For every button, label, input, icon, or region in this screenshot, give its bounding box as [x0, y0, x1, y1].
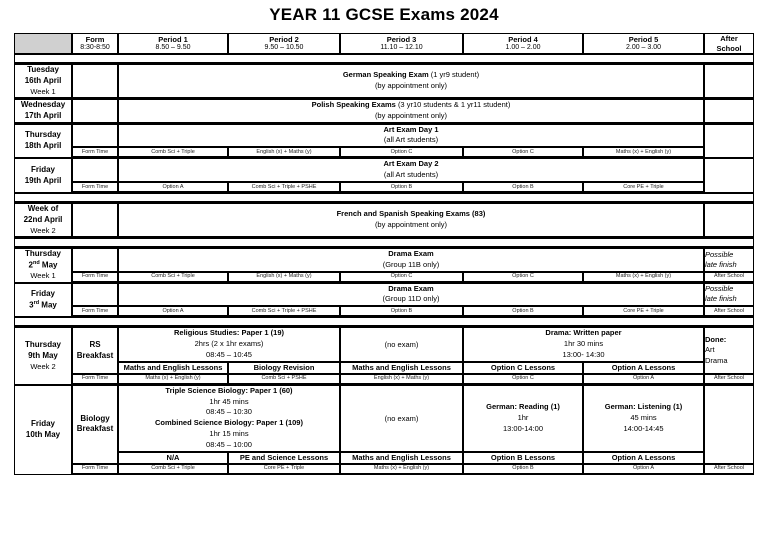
lesson-label-period-5: Option A Lessons — [583, 452, 704, 464]
lesson-subrow-thursday-2-may — [14, 272, 754, 283]
subrow-form-time: Form Time — [72, 272, 118, 283]
form-cell-wednesday-17-april — [72, 99, 118, 124]
exam-cell-art-day-2 — [118, 158, 704, 182]
exam-time-line-triple: 08:45 – 10:30 — [206, 407, 252, 417]
subrow-period-1: Comb Sci + Triple — [118, 464, 228, 475]
subrow-form-time: Form Time — [72, 182, 118, 193]
subrow-after-school: After School — [704, 306, 754, 317]
table-row-thursday-9-may — [14, 326, 754, 362]
table-row-week-22-april — [14, 202, 754, 238]
table-row-wednesday-17-april — [14, 99, 754, 124]
exam-cell-biology-papers — [118, 385, 340, 452]
form-cell-thursday-18-april — [72, 124, 118, 148]
table-row-tuesday-16-april — [14, 63, 754, 99]
subrow-period-5: Option A — [583, 374, 704, 385]
table-row-friday-19-april — [14, 158, 754, 182]
subrow-period-5: Core PE + Triple — [583, 182, 704, 193]
exam-note-line: (Group 11B only) — [382, 259, 440, 269]
exam-cell-polish-speaking — [118, 99, 704, 124]
subrow-period-3: Option C — [340, 272, 463, 283]
after-school-cell-tuesday-16-april — [704, 63, 754, 99]
table-row-thursday-2-may — [14, 247, 754, 272]
after-school-cell-thursday-18-april — [704, 124, 754, 159]
exam-note-line: (by appointment only) — [374, 81, 448, 90]
header-col-period-3: Period 3 11.10 – 12.10 — [340, 33, 463, 54]
lesson-label-period-4: Option B Lessons — [463, 452, 583, 464]
exam-cell-no-exam-period-3: (no exam) — [340, 385, 463, 452]
exam-duration-line-combined: 1hr 15 mins — [209, 429, 249, 439]
after-school-cell-friday-10-may — [704, 385, 754, 464]
done-subjects-cell: Done: Art Drama — [704, 326, 754, 373]
after-school-cell-week-22-april — [704, 202, 754, 238]
exam-title-line: Art Exam Day 2 — [383, 159, 439, 169]
lesson-label-period-3: Maths and English Lessons — [340, 452, 463, 464]
exam-cell-drama-11b — [118, 247, 704, 272]
lesson-subrow-friday-19-april — [14, 182, 754, 193]
lesson-label-period-5: Option A Lessons — [583, 362, 704, 374]
subrow-period-1: Comb Sci + Triple — [118, 147, 228, 158]
table-header-row — [14, 33, 754, 54]
day-label-wednesday-17-april: Wednesday 17th April — [14, 99, 72, 124]
exam-time-line-combined: 08:45 – 10:00 — [206, 440, 252, 450]
exam-time-line: 13:00-14:00 — [502, 423, 544, 433]
lesson-subrow-friday-3-may — [14, 306, 754, 317]
table-row-thursday-18-april — [14, 124, 754, 148]
subrow-period-5: Core PE + Triple — [583, 306, 704, 317]
exam-duration-line-triple: 1hr 45 mins — [209, 396, 249, 406]
exam-note-line: (by appointment only) — [374, 219, 448, 229]
exam-cell-german-reading — [463, 385, 583, 452]
subrow-period-1: Option A — [118, 182, 228, 193]
subrow-period-2: Comb Sci + PSHE — [228, 374, 340, 385]
exam-note-line: (all Art students) — [383, 135, 439, 145]
subrow-period-4: Option C — [463, 147, 583, 158]
subrow-period-5: Maths (x) + English (y) — [583, 272, 704, 283]
exam-time-line: 13:00- 14:30 — [562, 350, 605, 360]
exam-title-line: German: Listening (1) — [604, 402, 683, 412]
page-title: YEAR 11 GCSE Exams 2024 — [269, 5, 499, 24]
breakfast-cell-biology: Biology Breakfast — [72, 385, 118, 464]
header-col-form: Form 8:30-8:50 — [72, 33, 118, 54]
lesson-subrow-friday-10-may — [14, 464, 754, 475]
exam-title-line: Religious Studies: Paper 1 (19) — [173, 328, 285, 338]
exam-duration-line: 1hr — [517, 412, 529, 422]
subrow-form-time: Form Time — [72, 147, 118, 158]
day-label-week-22-april: Week of 22nd April Week 2 — [14, 202, 72, 238]
form-cell-friday-19-april — [72, 158, 118, 182]
exam-title-line: German: Reading (1) — [486, 402, 560, 412]
day-label-friday-10-may: Friday 10th May — [14, 385, 72, 475]
table-row-friday-3-may — [14, 283, 754, 307]
subrow-period-1: Comb Sci + Triple — [118, 272, 228, 283]
breakfast-cell-rs: RS Breakfast — [72, 326, 118, 373]
day-label-tuesday-16-april: Tuesday 16th April Week 1 — [14, 63, 72, 99]
subrow-period-4: Option B — [463, 464, 583, 475]
lesson-label-row-friday-10-may — [14, 452, 754, 464]
subrow-period-3: Option C — [340, 147, 463, 158]
subrow-after-school: After School — [704, 272, 754, 283]
exam-duration-line: 45 mins — [630, 412, 657, 422]
lesson-label-row-thursday-9-may — [14, 362, 754, 374]
late-finish-note-thursday-2-may: Possible late finish — [704, 247, 754, 272]
subrow-form-time: Form Time — [72, 306, 118, 317]
exam-title-line: German Speaking Exam (1 yr9 student) — [342, 70, 480, 80]
form-cell-tuesday-16-april — [72, 63, 118, 99]
exam-timetable — [14, 33, 754, 474]
form-cell-week-22-april — [72, 202, 118, 238]
exam-title-line: Drama Exam — [388, 248, 434, 258]
exam-time-line: 08:45 – 10:45 — [206, 350, 252, 360]
form-cell-friday-3-may — [72, 283, 118, 307]
subrow-period-3: English (x) + Maths (y) — [340, 374, 463, 385]
subrow-period-2: Comb Sci + Triple + PSHE — [228, 182, 340, 193]
day-label-friday-19-april: Friday 19th April — [14, 158, 72, 193]
lesson-label-period-1: Maths and English Lessons — [118, 362, 228, 374]
exam-title-line: Polish Speaking Exams (3 yr10 students & 1 yr11 student) — [311, 99, 511, 109]
subrow-period-5: Option A — [583, 464, 704, 475]
header-col-after-school: After School — [704, 33, 754, 54]
lesson-subrow-thursday-18-april — [14, 147, 754, 158]
exam-title-line: French and Spanish Speaking Exams (83) — [336, 209, 486, 219]
exam-cell-art-day-1 — [118, 124, 704, 148]
row-spacer — [14, 54, 754, 63]
day-label-friday-3-may: Friday 3rd May — [14, 283, 72, 318]
exam-cell-religious-studies — [118, 326, 340, 362]
header-col-period-4: Period 4 1.00 – 2.00 — [463, 33, 583, 54]
subrow-period-4: Option B — [463, 182, 583, 193]
row-spacer — [14, 193, 754, 202]
header-col-period-2: Period 2 9.50 – 10.50 — [228, 33, 340, 54]
exam-title-line: Drama: Written paper — [545, 328, 622, 338]
lesson-label-period-1: N/A — [118, 452, 228, 464]
exam-time-line: 14:00-14:45 — [623, 423, 664, 433]
lesson-subrow-thursday-9-may — [14, 374, 754, 385]
subrow-period-4: Option B — [463, 306, 583, 317]
exam-cell-drama-written — [463, 326, 704, 362]
lesson-label-period-2: Biology Revision — [228, 362, 340, 374]
subrow-period-2: Core PE + Triple — [228, 464, 340, 475]
day-label-thursday-2-may: Thursday 2nd May Week 1 — [14, 247, 72, 283]
subrow-period-2: English (x) + Maths (y) — [228, 272, 340, 283]
after-school-cell-wednesday-17-april — [704, 99, 754, 124]
subrow-period-4: Option C — [463, 374, 583, 385]
subrow-period-1: Option A — [118, 306, 228, 317]
subrow-period-5: Maths (x) + English (y) — [583, 147, 704, 158]
exam-title-line-combined: Combined Science Biology: Paper 1 (109) — [155, 418, 303, 428]
exam-title-line: Art Exam Day 1 — [383, 124, 439, 134]
lesson-label-period-3: Maths and English Lessons — [340, 362, 463, 374]
subrow-after-school: After School — [704, 464, 754, 475]
late-finish-note-friday-3-may: Possible late finish — [704, 283, 754, 307]
exam-cell-drama-11d — [118, 283, 704, 307]
table-row-friday-10-may — [14, 385, 754, 452]
subrow-period-4: Option C — [463, 272, 583, 283]
subrow-period-2: Comb Sci + Triple + PSHE — [228, 306, 340, 317]
lesson-label-period-4: Option C Lessons — [463, 362, 583, 374]
lesson-label-period-2: PE and Science Lessons — [228, 452, 340, 464]
subrow-period-3: Option B — [340, 182, 463, 193]
subrow-form-time: Form Time — [72, 374, 118, 385]
exam-cell-german-speaking — [118, 63, 704, 99]
subrow-period-3: Maths (x) + English (y) — [340, 464, 463, 475]
exam-note-line: (all Art students) — [383, 170, 439, 180]
exam-cell-french-spanish-speaking — [118, 202, 704, 238]
header-col-period-5: Period 5 2.00 – 3.00 — [583, 33, 704, 54]
header-col-period-1: Period 1 8.50 – 9.50 — [118, 33, 228, 54]
row-spacer — [14, 238, 754, 247]
subrow-period-1: Maths (x) + English (y) — [118, 374, 228, 385]
exam-title-line: Drama Exam — [388, 283, 434, 293]
row-spacer — [14, 317, 754, 326]
exam-cell-no-exam-period-3: (no exam) — [340, 326, 463, 362]
day-label-thursday-9-may: Thursday 9th May Week 2 — [14, 326, 72, 384]
subrow-form-time: Form Time — [72, 464, 118, 475]
exam-duration-line: 1hr 30 mins — [563, 339, 604, 349]
exam-duration-line: 2hrs (2 x 1hr exams) — [194, 339, 264, 349]
header-blank-cell — [14, 33, 72, 54]
form-cell-thursday-2-may — [72, 247, 118, 272]
exam-note-line: (by appointment only) — [374, 110, 448, 120]
exam-title-line-triple: Triple Science Biology: Paper 1 (60) — [165, 385, 293, 395]
subrow-after-school: After School — [704, 374, 754, 385]
subrow-period-3: Option B — [340, 306, 463, 317]
exam-note-line: (Group 11D only) — [382, 294, 440, 304]
subrow-period-2: English (x) + Maths (y) — [228, 147, 340, 158]
exam-cell-german-listening — [583, 385, 704, 452]
after-school-cell-friday-19-april — [704, 158, 754, 193]
day-label-thursday-18-april: Thursday 18th April — [14, 124, 72, 159]
